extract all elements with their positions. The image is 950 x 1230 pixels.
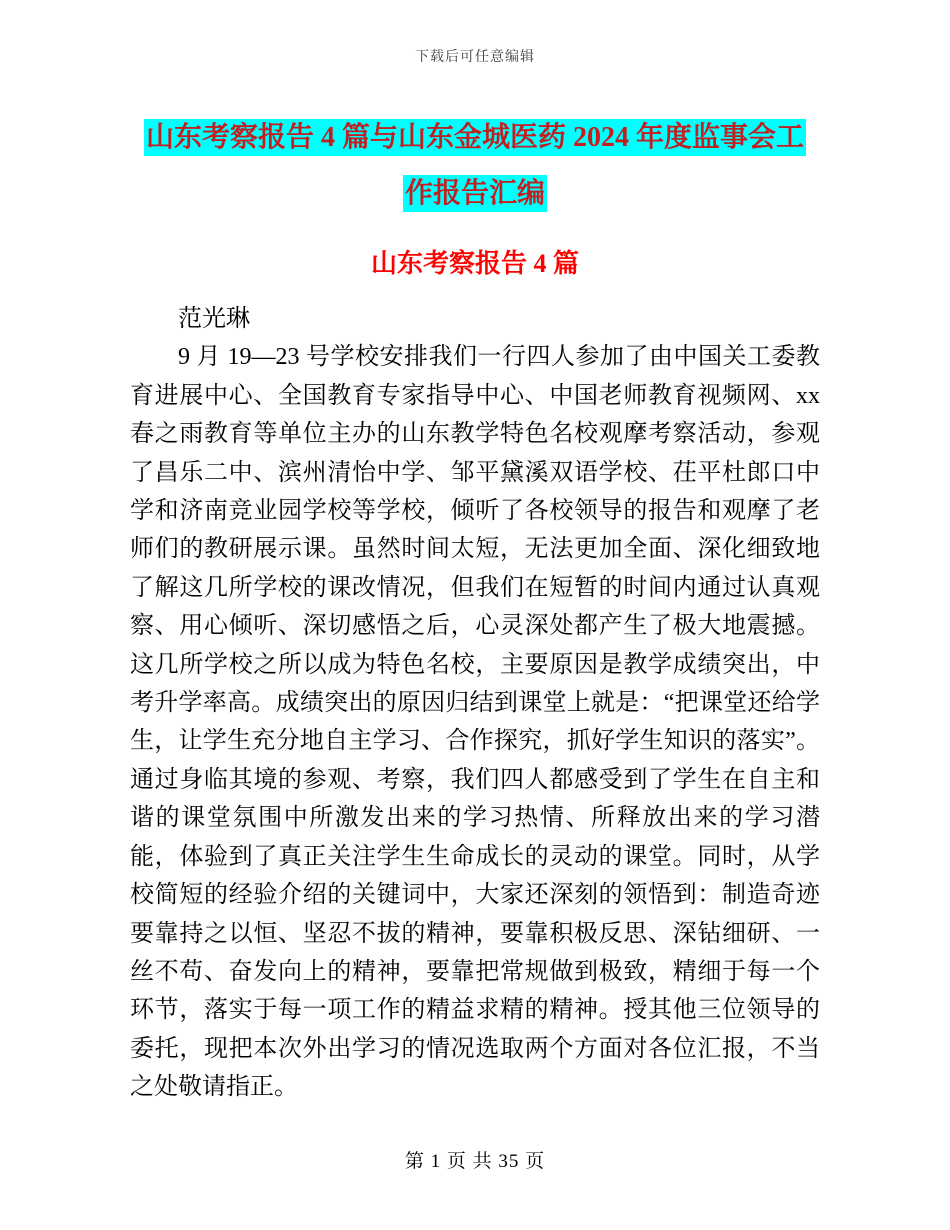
title-line-1 [0, 110, 950, 166]
title-line-1-text: 山东考察报告 4 篇与山东金城医药 2024 年度监事会工 [144, 119, 806, 156]
body-paragraph: 9 月 19—23 号学校安排我们一行四人参加了由中国关工委教育进展中心、全国教育专家指导中心、中国老师教育视频网、xx 春之雨教育等单位主办的山东教学特色名校观摩考察活动，参观了昌乐二中、滨州清怡中学、邹平黛溪双语学校、茌平杜郎口中学和济南竞业园学校等学校，倾听了各校领导的报告和观摩了老师们的教研展示课。虽然时间太短，无法更加全面、深化细致地了解这几所学校的课改情况，但我们在短暂的时间内通过认真观察、用心倾听、深切感悟之后，心灵深处都产生了极大地震撼。这几所学校之所以成为特色名校，主要原因是教学成绩突出，中考升学率高。成绩突出的原因归结到课堂上就是：“把课堂还给学生，让学生充分地自主学习、合作探究，抓好学生知识的落实”。通过身临其境的参观、考察，我们四人都感受到了学生在自主和谐的课堂氛围中所激发出来的学习热情、所释放出来的学习潜能，体验到了真正关注学生生命成长的灵动的课堂。同时，从学校简短的经验介绍的关键词中，大家还深刻的领悟到：制造奇迹要靠持之以恒、坚忍不拔的精神，要靠积极反思、深钻细研、一丝不苟、奋发向上的精神，要靠把常规做到极致，精细于每一个环节，落实于每一项工作的精益求精的精神。授其他三位领导的委托，现把本次外出学习的情况选取两个方面对各位汇报，不当之处敬请指正。 [130, 344, 820, 1101]
title-line-2 [0, 166, 950, 222]
title-line-2-text: 作报告汇编 [403, 175, 547, 212]
body-heading [130, 1107, 820, 1112]
author-line: 范光琳 [178, 306, 250, 332]
page-number-text: 第 1 页 共 35 页 [404, 1151, 546, 1172]
section-title: 山东考察报告 4 篇 [370, 249, 579, 278]
document-body [130, 300, 820, 1112]
page-footer [0, 1146, 950, 1173]
watermark-text: 下载后可任意编辑 [415, 50, 535, 65]
document-title [0, 110, 950, 222]
